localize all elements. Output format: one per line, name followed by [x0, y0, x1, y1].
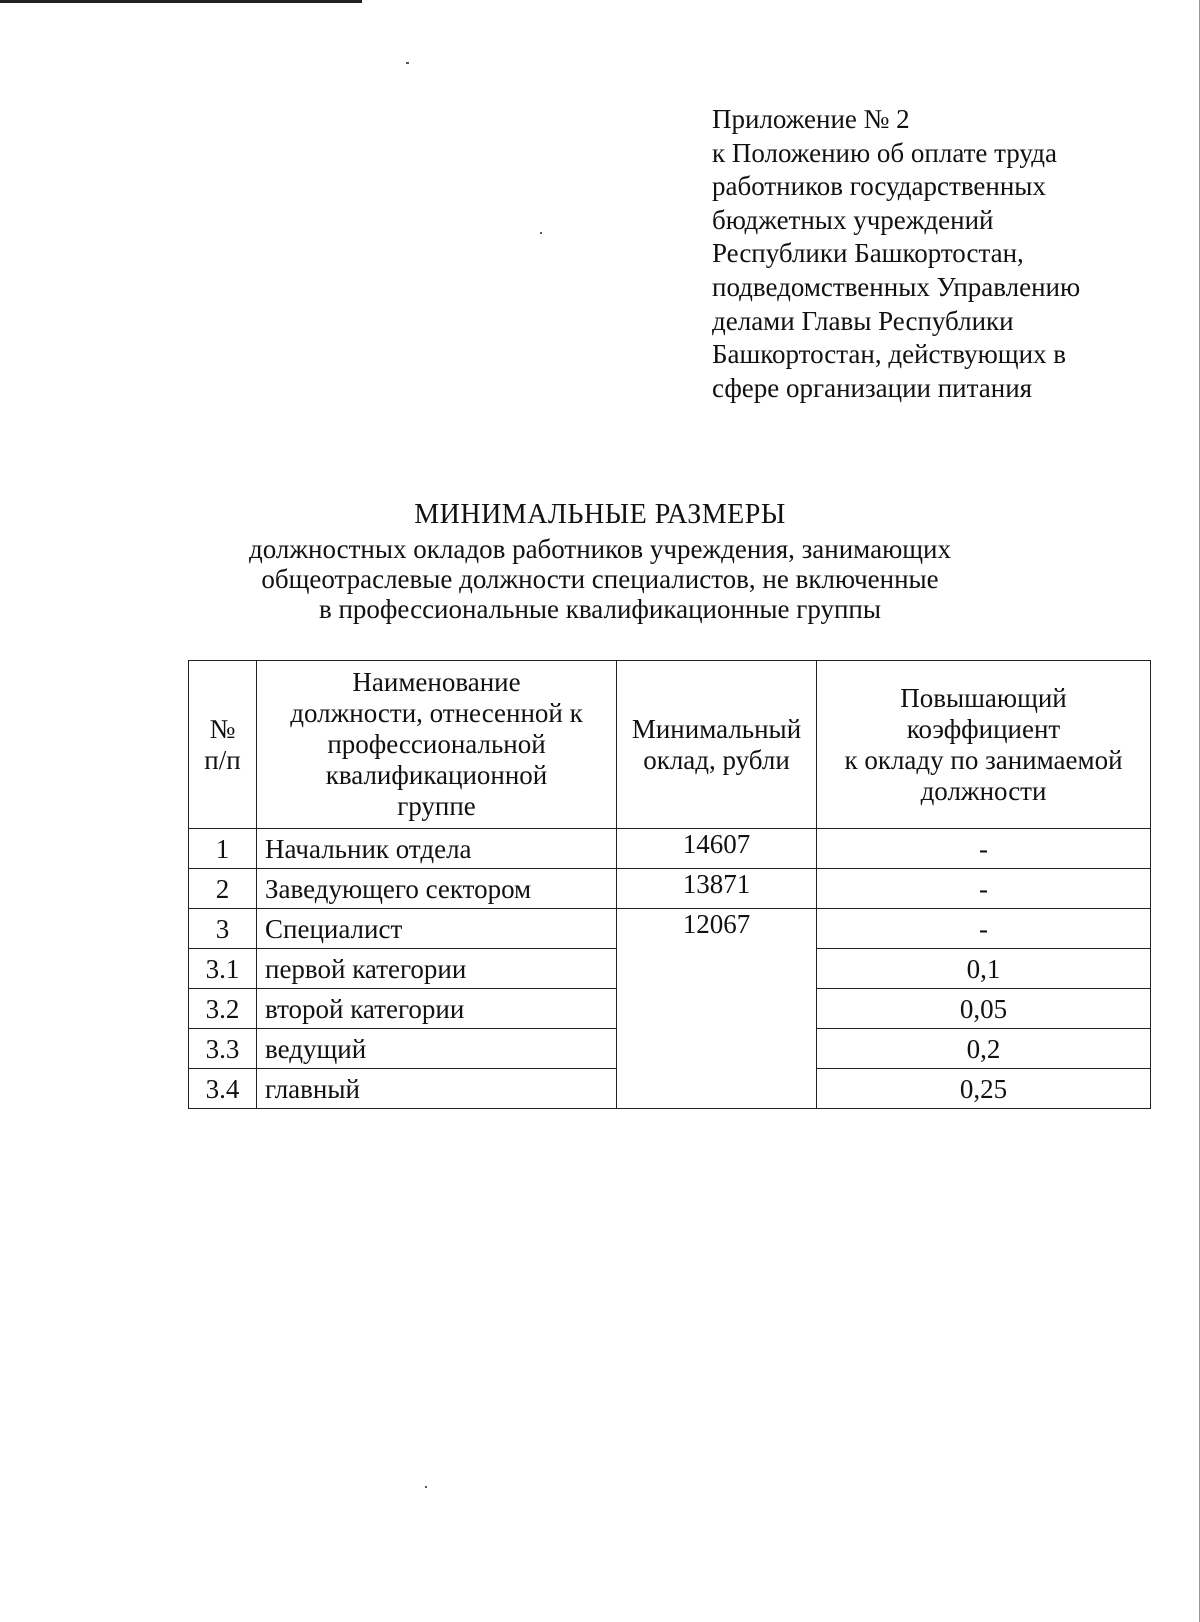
row-number: 3: [189, 909, 257, 949]
header-line: Наименование: [352, 667, 521, 697]
scan-speck: [540, 232, 542, 234]
salary-table: [188, 660, 1151, 1109]
header-line: должности, отнесенной к: [290, 698, 583, 728]
header-salary: [617, 661, 817, 829]
appendix-line: Приложение № 2: [712, 104, 910, 134]
subtitle-line: в профессиональные квалификационные группы: [318, 594, 882, 624]
subtitle-line: общеотраслевые должности специалистов, не включенные: [261, 564, 939, 594]
scan-speck: [425, 1486, 427, 1488]
main-title: МИНИМАЛЬНЫЕ РАЗМЕРЫ: [414, 499, 786, 530]
row-position: главный: [257, 1069, 617, 1109]
row-position: Заведующего сектором: [257, 869, 617, 909]
header-coefficient: [817, 661, 1151, 829]
appendix-line: Башкортостан, действующих в: [712, 339, 1067, 370]
header-line: коэффициент: [906, 713, 1061, 744]
header-line: профессиональной: [327, 729, 546, 759]
row-coefficient: 0,2: [817, 1029, 1151, 1069]
row-coefficient: 0,1: [817, 949, 1151, 989]
header-line: Повышающий: [900, 682, 1067, 713]
row-position: ведущий: [257, 1029, 617, 1069]
appendix-line: Республики Башкортостан,: [712, 238, 1024, 269]
row-position: первой категории: [257, 949, 617, 989]
appendix-line: подведомственных Управлению: [712, 271, 1081, 302]
table-row: [189, 869, 1151, 909]
row-position: второй категории: [257, 989, 617, 1029]
row-salary: 14607: [617, 829, 817, 869]
appendix-note: [712, 103, 1172, 405]
header-line: Минимальный: [631, 713, 802, 744]
row-coefficient: -: [817, 829, 1151, 869]
appendix-line: делами Главы Республики: [712, 305, 1014, 336]
appendix-line: бюджетных учреждений: [712, 204, 994, 235]
header-line: оклад, рубли: [643, 744, 790, 775]
header-position: [257, 661, 617, 829]
table-header-row: [189, 661, 1151, 829]
table-row: [189, 829, 1151, 869]
header-line: квалификационной: [325, 760, 548, 790]
row-number: 3.2: [189, 989, 257, 1029]
table-row: [189, 909, 1151, 949]
document-title: [0, 500, 1200, 624]
row-number: 3.3: [189, 1029, 257, 1069]
row-number: 3.1: [189, 949, 257, 989]
header-line: п/п: [204, 744, 241, 775]
row-number: 3.4: [189, 1069, 257, 1109]
header-line: №: [209, 713, 236, 744]
row-salary: 13871: [617, 869, 817, 909]
header-line: должности: [920, 775, 1047, 806]
row-position: Начальник отдела: [257, 829, 617, 869]
header-number: [189, 661, 257, 829]
row-number: 1: [189, 829, 257, 869]
scan-mark: [0, 0, 362, 3]
header-line: группе: [397, 791, 476, 821]
scan-speck: [406, 62, 409, 64]
row-position: Специалист: [257, 909, 617, 949]
header-line: к окладу по занимаемой: [844, 744, 1123, 775]
row-coefficient: 0,25: [817, 1069, 1151, 1109]
row-salary: 12067: [617, 909, 817, 1109]
appendix-line: к Положению об оплате труда: [712, 137, 1057, 168]
subtitle-line: должностных окладов работников учреждения, занимающих: [249, 534, 951, 564]
appendix-line: сфере организации питания: [712, 372, 1033, 403]
row-coefficient: 0,05: [817, 989, 1151, 1029]
row-coefficient: -: [817, 909, 1151, 949]
row-coefficient: -: [817, 869, 1151, 909]
appendix-line: работников государственных: [712, 171, 1046, 202]
row-number: 2: [189, 869, 257, 909]
